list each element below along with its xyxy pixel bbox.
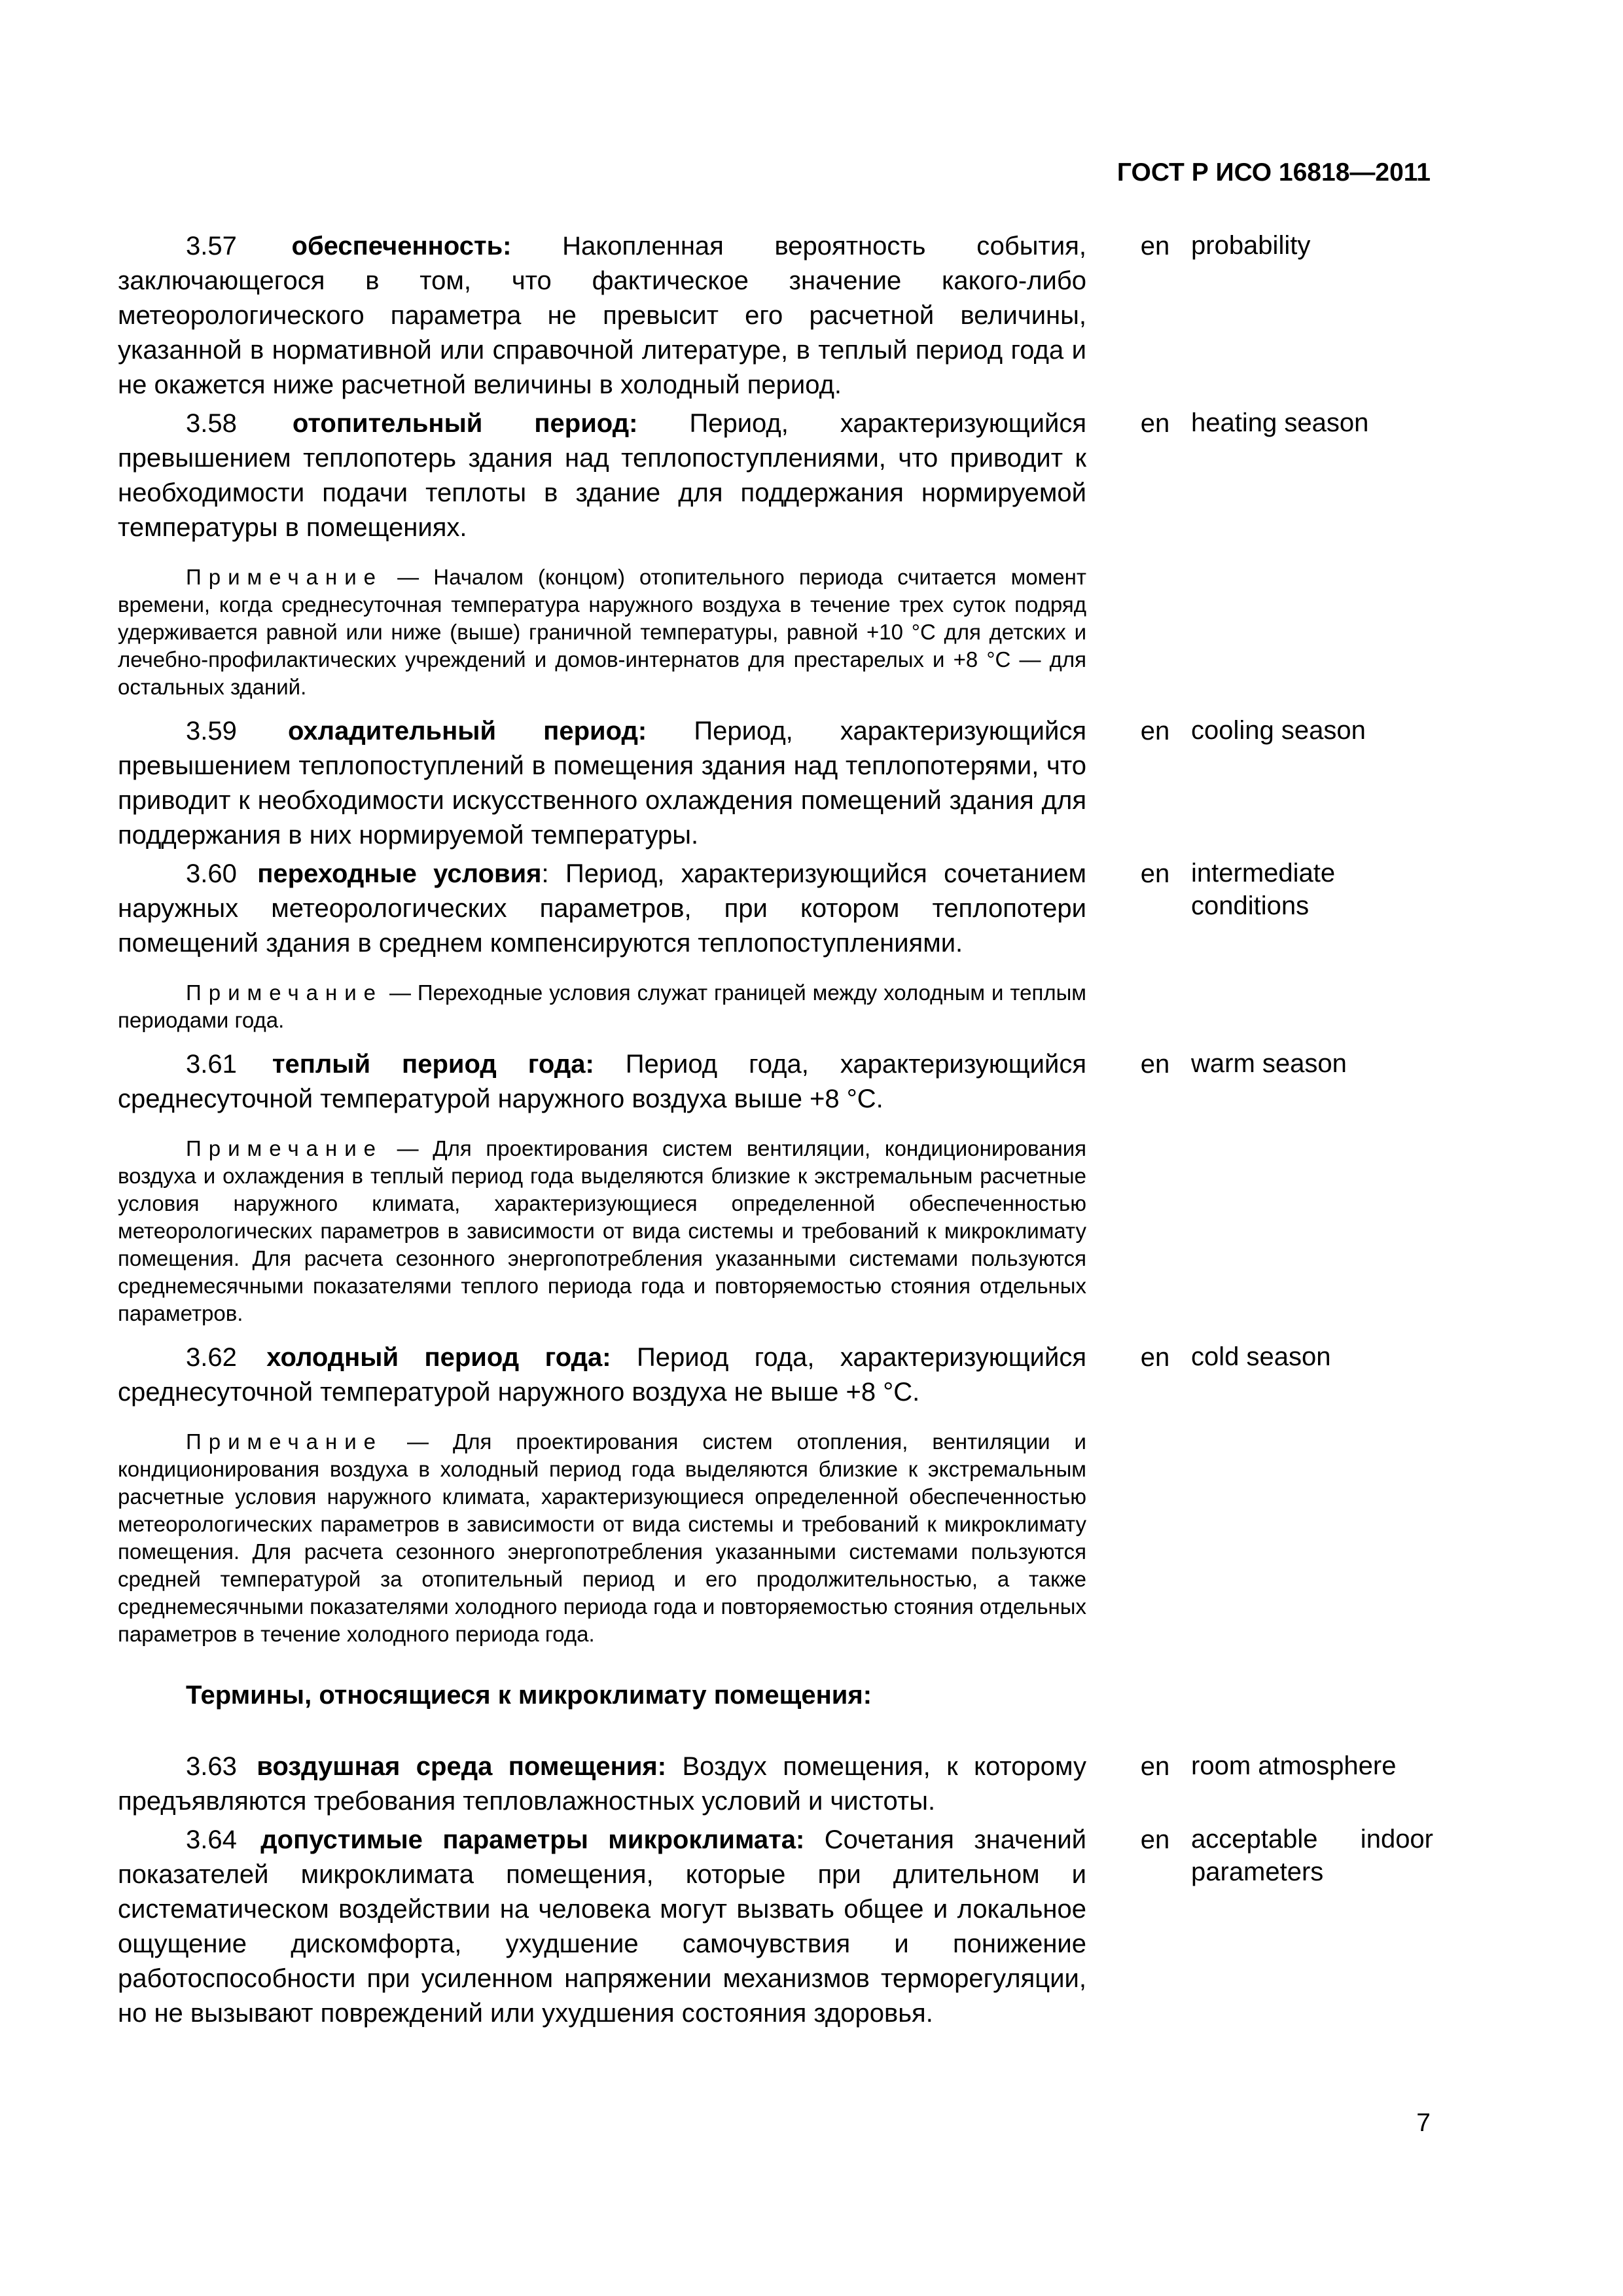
term-definition [118,1047,1086,1117]
term-number: 3.61 [186,1050,237,1079]
language-code: en [1140,717,1170,745]
term-entry-3-59 [118,714,1433,853]
term-entry-3-61 [118,1047,1433,1117]
term-name: теплый период года: [272,1050,594,1079]
language-code: en [1140,1343,1170,1372]
note-3-60 [118,979,1086,1034]
term-name: воздушная среда помещения: [257,1752,667,1781]
term-name: холодный период года: [266,1343,611,1372]
term-number: 3.59 [186,717,237,745]
note-text: — Началом (концом) отопительного периода считается момент времени, когда среднесуточная температура наружного воздуха в течение трех суток подряд удерживается равной или ниже (выше) граничной температуры, равной +10 °С для детских и лечебно-профилактических учреждений и домов-интернатов для престарелых и +8 °С — для остальных зданий. [118,565,1086,699]
note-label: Примечание [186,980,383,1005]
english-equivalent: heating season [1191,408,1369,437]
term-number: 3.57 [186,232,237,260]
term-definition [118,857,1086,961]
term-entry-3-63 [118,1749,1433,1819]
language-code: en [1140,859,1170,888]
document-code: ГОСТ Р ИСО 16818—2011 [1116,158,1431,187]
language-code: en [1140,1825,1170,1854]
language-code: en [1140,1752,1170,1781]
term-entry-3-60 [118,857,1433,961]
term-definition [118,1340,1086,1410]
note-3-61 [118,1135,1086,1327]
language-code: en [1140,232,1170,260]
term-text: Сочетания значений показателей микроклимата помещения, которые при длительном и систематическом воздействии на человека могут вызвать общее и локальное ощущение дискомфорта, ухудшение самочувствия и понижение работоспособности при усиленном напряжении механизмов терморегуляции, но не вызывают повреждений или ухудшения состояния здоровья. [118,1825,1086,2028]
english-equivalent: cooling season [1191,716,1366,745]
term-definition [118,229,1086,403]
language-code: en [1140,1050,1170,1079]
english-equivalent: probability [1191,231,1311,260]
terms-content [118,229,1433,2031]
note-text: — Переходные условия служат границей между холодным и теплым периодами года. [118,980,1086,1032]
term-definition [118,406,1086,545]
term-text: Воздух помещения, к которому предъявляются требования тепловлажностных условий и чистоты. [118,1752,1086,1816]
term-text: Период года, характеризующийся среднесуточной температурой наружного воздуха выше +8 °С. [118,1050,1086,1113]
note-label: Примечание [186,1429,383,1454]
term-name: обеспеченность: [291,232,512,260]
term-text: : Период, характеризующийся сочетанием наружных метеорологических параметров, при котором теплопотери помещений здания в среднем компенсируются теплопоступлениями. [118,859,1086,958]
term-number: 3.58 [186,409,237,438]
note-label: Примечание [186,565,383,589]
english-equivalent: warm season [1191,1049,1347,1078]
english-equivalent: acceptable indoor parameters [1191,1825,1433,1886]
page-number: 7 [1416,2109,1431,2137]
term-entry-3-58 [118,406,1433,545]
term-text: Период, характеризующийся превышением теплопотерь здания над теплопоступлениями, что приводит к необходимости подачи теплоты в здание для поддержания нормируемой температуры в помещениях. [118,409,1086,542]
note-text: — Для проектирования систем отопления, вентиляции и кондиционирования воздуха в холодный период года выделяются близкие к экстремальным расчетные условия наружного климата, характеризующиеся определенной обеспеченностью метеорологических параметров в зависимости от вида системы и требований к микроклимату помещения. Для расчета сезонного энергопотребления указанными системами пользуются средней температурой за отопительный период и его продолжительностью, а также среднемесячными показателями холодного периода года и повторяемостью стояния отдельных параметров в течение холодного периода года. [118,1429,1086,1646]
section-subheading: Термины, относящиеся к микроклимату помещения: [186,1681,872,1710]
term-name: допустимые параметры микроклимата: [260,1825,805,1854]
language-code: en [1140,409,1170,438]
term-entry-3-62 [118,1340,1433,1410]
term-definition [118,1823,1086,2031]
term-name: охладительный период: [287,717,647,745]
term-text: Накопленная вероятность события, заключающегося в том, что фактическое значение какого-либо метеорологического параметра не превысит его расчетной величины, указанной в нормативной или справочной литературе, в теплый период года и не окажется ниже расчетной величины в холодный период. [118,232,1086,399]
term-name: переходные условия [257,859,542,888]
term-entry-3-57 [118,229,1433,403]
note-text: — Для проектирования систем вентиляции, кондиционирования воздуха и охлаждения в теплый период года выделяются близкие к экстремальным расчетные условия наружного климата, характеризующиеся определенной обеспеченностью метеорологических параметров в зависимости от вида системы и требований к микроклимату помещения. Для расчета сезонного энергопотребления указанными системами пользуются среднемесячными показателями теплого периода года и повторяемостью стояния отдельных параметров. [118,1136,1086,1325]
term-text: Период года, характеризующийся среднесуточной температурой наружного воздуха не выше +8 °С. [118,1343,1086,1407]
english-equivalent: intermediate conditions [1191,859,1336,920]
term-number: 3.63 [186,1752,237,1781]
note-3-62 [118,1428,1086,1648]
term-entry-3-64 [118,1823,1433,2031]
term-definition [118,1749,1086,1819]
term-definition [118,714,1086,853]
note-3-58 [118,564,1086,701]
english-equivalent: room atmosphere [1191,1751,1397,1780]
term-text: Период, характеризующийся превышением теплопоступлений в помещения здания над теплопотерями, что приводит к необходимости искусственного охлаждения помещений здания для поддержания в них нормируемой температуры. [118,717,1086,850]
term-number: 3.62 [186,1343,237,1372]
note-label: Примечание [186,1136,383,1160]
term-number: 3.60 [186,859,237,888]
term-number: 3.64 [186,1825,237,1854]
term-name: отопительный период: [292,409,638,438]
english-equivalent: cold season [1191,1342,1331,1371]
